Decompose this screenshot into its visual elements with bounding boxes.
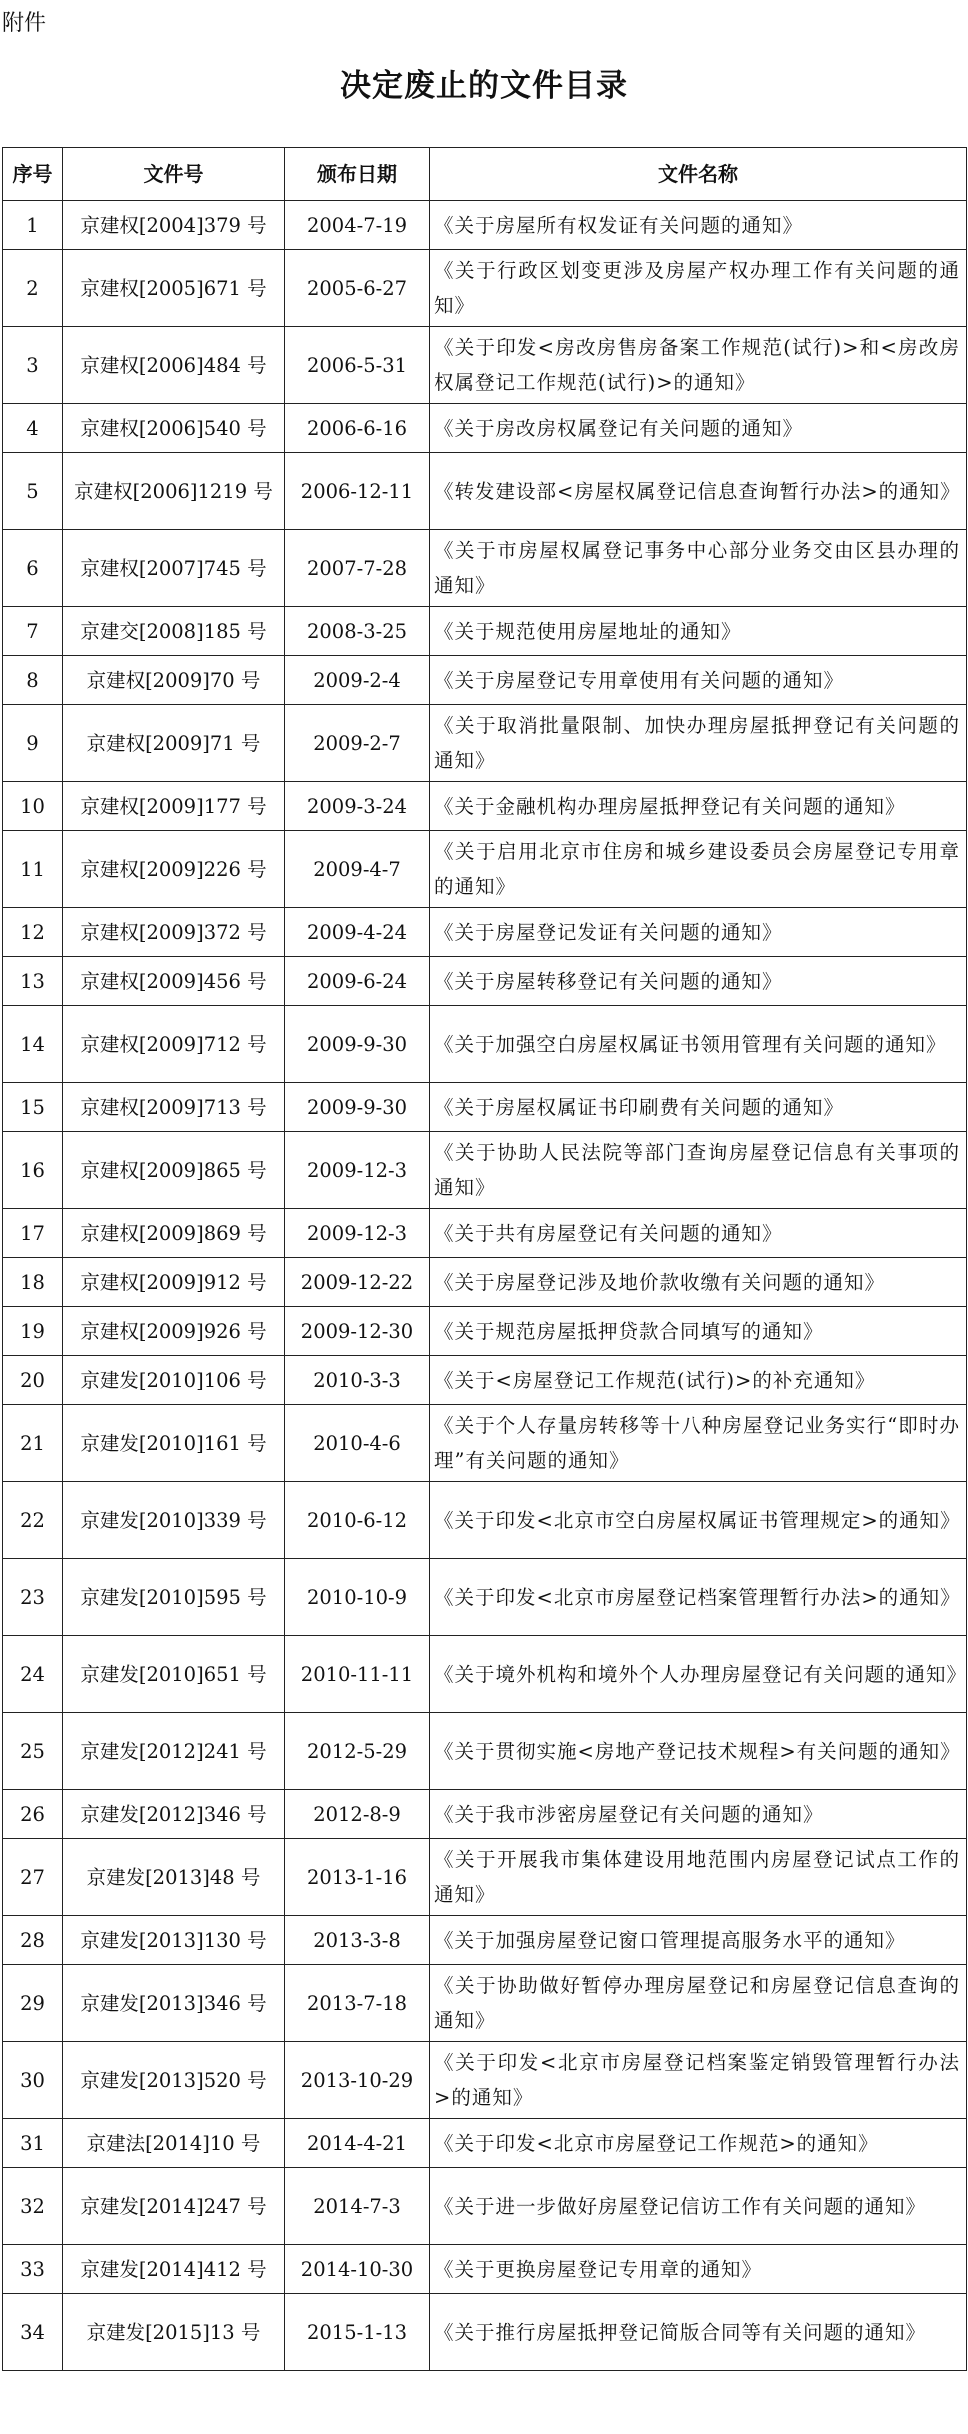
row-number: 33	[3, 2245, 63, 2294]
document-number: 京建发[2013]130 号	[63, 1916, 285, 1965]
document-number: 京建权[2006]1219 号	[63, 453, 285, 530]
issue-date: 2010-4-6	[285, 1405, 430, 1482]
document-number: 京建发[2010]651 号	[63, 1636, 285, 1713]
issue-date: 2009-3-24	[285, 782, 430, 831]
issue-date: 2007-7-28	[285, 530, 430, 607]
document-name: 《关于<房屋登记工作规范(试行)>的补充通知》	[430, 1356, 967, 1405]
row-number: 22	[3, 1482, 63, 1559]
row-number: 8	[3, 656, 63, 705]
issue-date: 2009-12-3	[285, 1209, 430, 1258]
document-number: 京建权[2009]372 号	[63, 908, 285, 957]
row-number: 14	[3, 1006, 63, 1083]
document-name: 《关于印发<北京市房屋登记工作规范>的通知》	[430, 2119, 967, 2168]
document-name: 《关于印发<北京市空白房屋权属证书管理规定>的通知》	[430, 1482, 967, 1559]
row-number: 18	[3, 1258, 63, 1307]
row-number: 15	[3, 1083, 63, 1132]
document-number: 京建权[2009]70 号	[63, 656, 285, 705]
table-row	[3, 1839, 967, 1916]
table-row	[3, 1209, 967, 1258]
document-name: 《关于行政区划变更涉及房屋产权办理工作有关问题的通知》	[430, 250, 967, 327]
document-number: 京建法[2014]10 号	[63, 2119, 285, 2168]
row-number: 27	[3, 1839, 63, 1916]
issue-date: 2004-7-19	[285, 201, 430, 250]
issue-date: 2009-2-4	[285, 656, 430, 705]
document-name: 《关于规范房屋抵押贷款合同填写的通知》	[430, 1307, 967, 1356]
document-number: 京建发[2013]346 号	[63, 1965, 285, 2042]
document-number: 京建权[2004]379 号	[63, 201, 285, 250]
document-table	[2, 147, 967, 2371]
table-row	[3, 1965, 967, 2042]
table-row	[3, 1083, 967, 1132]
table-row	[3, 2245, 967, 2294]
table-body	[3, 201, 967, 2371]
document-number: 京建发[2014]247 号	[63, 2168, 285, 2245]
issue-date: 2013-7-18	[285, 1965, 430, 2042]
row-number: 11	[3, 831, 63, 908]
row-number: 23	[3, 1559, 63, 1636]
issue-date: 2010-3-3	[285, 1356, 430, 1405]
table-row	[3, 1790, 967, 1839]
row-number: 12	[3, 908, 63, 957]
document-number: 京建权[2005]671 号	[63, 250, 285, 327]
issue-date: 2013-10-29	[285, 2042, 430, 2119]
table-row	[3, 2042, 967, 2119]
table-row	[3, 530, 967, 607]
table-row	[3, 404, 967, 453]
document-number: 京建权[2009]713 号	[63, 1083, 285, 1132]
document-number: 京建权[2009]177 号	[63, 782, 285, 831]
issue-date: 2014-10-30	[285, 2245, 430, 2294]
document-name: 《关于个人存量房转移等十八种房屋登记业务实行“即时办理”有关问题的通知》	[430, 1405, 967, 1482]
document-name: 《关于进一步做好房屋登记信访工作有关问题的通知》	[430, 2168, 967, 2245]
row-number: 29	[3, 1965, 63, 2042]
row-number: 1	[3, 201, 63, 250]
table-row	[3, 607, 967, 656]
table-row	[3, 453, 967, 530]
issue-date: 2006-6-16	[285, 404, 430, 453]
table-row	[3, 2168, 967, 2245]
document-name: 《关于推行房屋抵押登记简版合同等有关问题的通知》	[430, 2294, 967, 2371]
row-number: 4	[3, 404, 63, 453]
document-number: 京建权[2009]926 号	[63, 1307, 285, 1356]
table-row	[3, 1559, 967, 1636]
document-number: 京建权[2006]484 号	[63, 327, 285, 404]
header-document-name: 文件名称	[430, 148, 967, 201]
document-name: 《关于印发<北京市房屋登记档案鉴定销毁管理暂行办法>的通知》	[430, 2042, 967, 2119]
issue-date: 2010-11-11	[285, 1636, 430, 1713]
document-number: 京建权[2009]712 号	[63, 1006, 285, 1083]
document-number: 京建权[2006]540 号	[63, 404, 285, 453]
document-name: 《关于我市涉密房屋登记有关问题的通知》	[430, 1790, 967, 1839]
table-row	[3, 1307, 967, 1356]
table-header-row	[3, 148, 967, 201]
document-number: 京建权[2009]869 号	[63, 1209, 285, 1258]
header-issue-date: 颁布日期	[285, 148, 430, 201]
document-name: 《关于更换房屋登记专用章的通知》	[430, 2245, 967, 2294]
issue-date: 2009-4-24	[285, 908, 430, 957]
document-name: 《关于协助人民法院等部门查询房屋登记信息有关事项的通知》	[430, 1132, 967, 1209]
document-number: 京建发[2013]520 号	[63, 2042, 285, 2119]
issue-date: 2010-10-9	[285, 1559, 430, 1636]
issue-date: 2013-3-8	[285, 1916, 430, 1965]
document-name: 《关于贯彻实施<房地产登记技术规程>有关问题的通知》	[430, 1713, 967, 1790]
table-row	[3, 1405, 967, 1482]
document-number: 京建权[2009]226 号	[63, 831, 285, 908]
document-name: 《关于房改房权属登记有关问题的通知》	[430, 404, 967, 453]
header-document-no: 文件号	[63, 148, 285, 201]
document-number: 京建发[2010]161 号	[63, 1405, 285, 1482]
document-name: 《关于加强空白房屋权属证书领用管理有关问题的通知》	[430, 1006, 967, 1083]
page-title: 决定废止的文件目录	[340, 68, 628, 104]
document-number: 京建发[2015]13 号	[63, 2294, 285, 2371]
table-row	[3, 782, 967, 831]
row-number: 16	[3, 1132, 63, 1209]
issue-date: 2009-12-22	[285, 1258, 430, 1307]
issue-date: 2014-7-3	[285, 2168, 430, 2245]
document-name: 《关于印发<房改房售房备案工作规范(试行)>和<房改房权属登记工作规范(试行)>的通知》	[430, 327, 967, 404]
table-row	[3, 2119, 967, 2168]
row-number: 31	[3, 2119, 63, 2168]
table-row	[3, 201, 967, 250]
row-number: 17	[3, 1209, 63, 1258]
table-row	[3, 705, 967, 782]
document-number: 京建权[2007]745 号	[63, 530, 285, 607]
table-row	[3, 1132, 967, 1209]
row-number: 7	[3, 607, 63, 656]
table-row	[3, 327, 967, 404]
document-name: 《关于协助做好暂停办理房屋登记和房屋登记信息查询的通知》	[430, 1965, 967, 2042]
issue-date: 2014-4-21	[285, 2119, 430, 2168]
issue-date: 2015-1-13	[285, 2294, 430, 2371]
document-name: 《关于取消批量限制、加快办理房屋抵押登记有关问题的通知》	[430, 705, 967, 782]
document-number: 京建发[2010]595 号	[63, 1559, 285, 1636]
document-number: 京建发[2012]241 号	[63, 1713, 285, 1790]
row-number: 26	[3, 1790, 63, 1839]
issue-date: 2009-6-24	[285, 957, 430, 1006]
table-row	[3, 831, 967, 908]
table-row	[3, 1916, 967, 1965]
row-number: 13	[3, 957, 63, 1006]
document-name: 《关于加强房屋登记窗口管理提高服务水平的通知》	[430, 1916, 967, 1965]
table-row	[3, 2294, 967, 2371]
table-row	[3, 1636, 967, 1713]
row-number: 10	[3, 782, 63, 831]
document-number: 京建权[2009]865 号	[63, 1132, 285, 1209]
document-number: 京建发[2010]339 号	[63, 1482, 285, 1559]
document-name: 《关于房屋所有权发证有关问题的通知》	[430, 201, 967, 250]
row-number: 6	[3, 530, 63, 607]
row-number: 30	[3, 2042, 63, 2119]
row-number: 21	[3, 1405, 63, 1482]
document-number: 京建发[2014]412 号	[63, 2245, 285, 2294]
issue-date: 2009-12-30	[285, 1307, 430, 1356]
document-number: 京建发[2010]106 号	[63, 1356, 285, 1405]
issue-date: 2009-9-30	[285, 1006, 430, 1083]
issue-date: 2009-9-30	[285, 1083, 430, 1132]
row-number: 2	[3, 250, 63, 327]
document-number: 京建权[2009]912 号	[63, 1258, 285, 1307]
document-number: 京建权[2009]71 号	[63, 705, 285, 782]
row-number: 25	[3, 1713, 63, 1790]
document-number: 京建发[2012]346 号	[63, 1790, 285, 1839]
row-number: 32	[3, 2168, 63, 2245]
document-name: 《关于规范使用房屋地址的通知》	[430, 607, 967, 656]
document-name: 《关于房屋登记涉及地价款收缴有关问题的通知》	[430, 1258, 967, 1307]
row-number: 19	[3, 1307, 63, 1356]
issue-date: 2006-12-11	[285, 453, 430, 530]
document-name: 《关于印发<北京市房屋登记档案管理暂行办法>的通知》	[430, 1559, 967, 1636]
document-name: 《关于境外机构和境外个人办理房屋登记有关问题的通知》	[430, 1636, 967, 1713]
table-row	[3, 1713, 967, 1790]
issue-date: 2009-4-7	[285, 831, 430, 908]
issue-date: 2008-3-25	[285, 607, 430, 656]
document-name: 《关于开展我市集体建设用地范围内房屋登记试点工作的通知》	[430, 1839, 967, 1916]
document-name: 《关于金融机构办理房屋抵押登记有关问题的通知》	[430, 782, 967, 831]
issue-date: 2010-6-12	[285, 1482, 430, 1559]
row-number: 3	[3, 327, 63, 404]
row-number: 9	[3, 705, 63, 782]
document-name: 《关于共有房屋登记有关问题的通知》	[430, 1209, 967, 1258]
table-row	[3, 1482, 967, 1559]
document-number: 京建发[2013]48 号	[63, 1839, 285, 1916]
row-number: 34	[3, 2294, 63, 2371]
document-name: 《关于启用北京市住房和城乡建设委员会房屋登记专用章的通知》	[430, 831, 967, 908]
issue-date: 2013-1-16	[285, 1839, 430, 1916]
row-number: 28	[3, 1916, 63, 1965]
issue-date: 2012-5-29	[285, 1713, 430, 1790]
document-number: 京建权[2009]456 号	[63, 957, 285, 1006]
issue-date: 2006-5-31	[285, 327, 430, 404]
row-number: 5	[3, 453, 63, 530]
header-number: 序号	[3, 148, 63, 201]
table-row	[3, 957, 967, 1006]
document-name: 《关于房屋转移登记有关问题的通知》	[430, 957, 967, 1006]
row-number: 20	[3, 1356, 63, 1405]
table-row	[3, 250, 967, 327]
document-name: 《转发建设部<房屋权属登记信息查询暂行办法>的通知》	[430, 453, 967, 530]
document-number: 京建交[2008]185 号	[63, 607, 285, 656]
issue-date: 2009-2-7	[285, 705, 430, 782]
document-name: 《关于房屋权属证书印刷费有关问题的通知》	[430, 1083, 967, 1132]
document-name: 《关于房屋登记专用章使用有关问题的通知》	[430, 656, 967, 705]
issue-date: 2012-8-9	[285, 1790, 430, 1839]
table-row	[3, 1006, 967, 1083]
attachment-label: 附件	[2, 11, 47, 36]
table-row	[3, 656, 967, 705]
issue-date: 2005-6-27	[285, 250, 430, 327]
row-number: 24	[3, 1636, 63, 1713]
document-name: 《关于房屋登记发证有关问题的通知》	[430, 908, 967, 957]
table-row	[3, 1356, 967, 1405]
issue-date: 2009-12-3	[285, 1132, 430, 1209]
table-row	[3, 1258, 967, 1307]
document-name: 《关于市房屋权属登记事务中心部分业务交由区县办理的通知》	[430, 530, 967, 607]
table-row	[3, 908, 967, 957]
